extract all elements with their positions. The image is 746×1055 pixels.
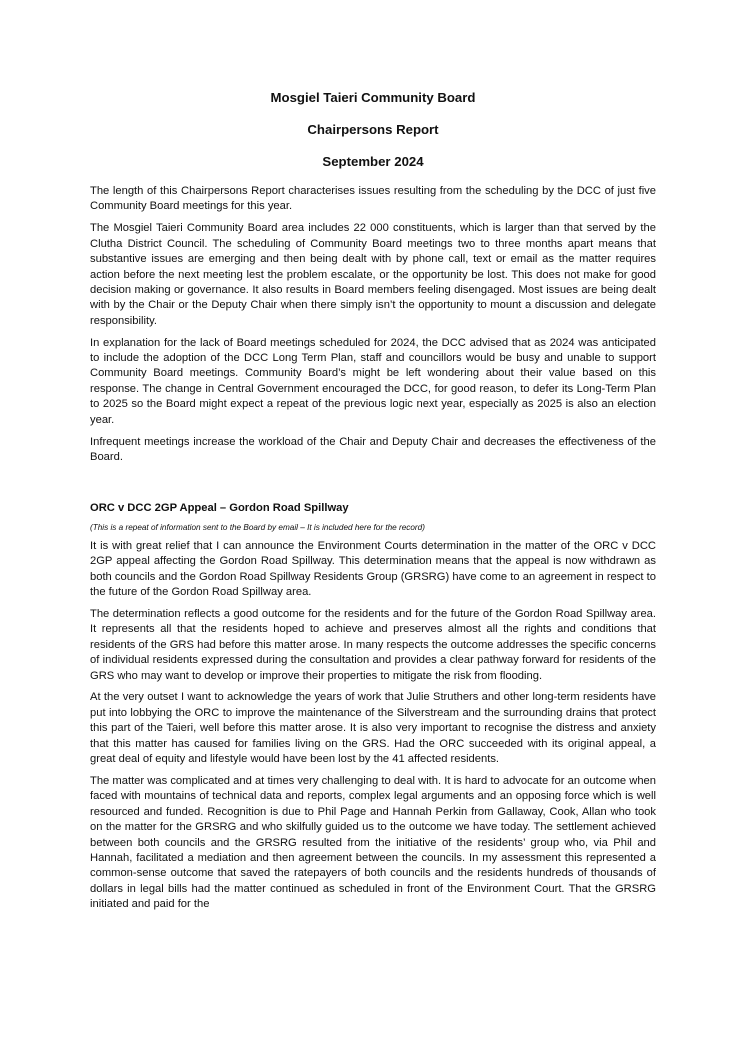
report-date: September 2024 (322, 154, 424, 169)
section-paragraph-4: The matter was complicated and at times very challenging to deal with. It is hard to advocate for an outcome when faced with mountains of technical data and reports, complex legal arguments and an opposing force which is well resourced and funded. Recognition is due to Phil Page and Hannah Perkin from Gallaway, Cook, Allan who took on the matter for the GRSRG and who skilfully guided us to the outcome we have today. The settlement achieved between both councils and the GRSRG resulted from the initiative of the residents’ group who, via Phil and Hannah, facilitated a mediation and then agreement between the councils. In my assessment this represented a common-sense outcome that saved the ratepayers of both councils and the residents hundreds of thousands of dollars in legal bills had the matter continued as scheduled in front of the Environment Court. That the GRSRG initiated and paid for the (90, 775, 656, 911)
section-note: (This is a repeat of information sent to the Board by email – It is included here for the record) (90, 522, 425, 532)
board-title: Mosgiel Taieri Community Board (270, 90, 476, 105)
report-title: Chairpersons Report (307, 122, 439, 137)
intro-paragraph-2: The Mosgiel Taieri Community Board area includes 22 000 constituents, which is larger than that served by the Clutha District Council. The scheduling of Community Board meetings two to three months apart means that substantive issues are emerging and then being dealt with by phone call, text or email as the matter requires action before the next meeting lest the problem escalate, or the opportunity be lost. This does not make for good decision making or governance. It also results in Board members feeling disengaged. Most issues are being dealt with by the Chair or the Deputy Chair when there simply isn’t the opportunity to mount a discussion and delegate responsibility. (90, 222, 656, 327)
section-paragraph-1: It is with great relief that I can announce the Environment Courts determination in the matter of the ORC v DCC 2GP appeal affecting the Gordon Road Spillway. This determination means that the appeal is now withdrawn as both councils and the Gordon Road Spillway Residents Group (GRSRG) have come to an agreement in respect to the future of the Gordon Road Spillway area. (90, 539, 656, 599)
section-paragraph-2: The determination reflects a good outcome for the residents and for the future of the Gordon Road Spillway area. It represents all that the residents hoped to achieve and preserves almost all the rights and conditions that residents of the GRS had before this matter arose. In many respects the outcome addresses the specific concerns of individual residents expressed during the consultation and provides a clear pathway forward for residents of the GRS who may want to develop or improve their properties to mitigate the risk from flooding. (90, 607, 656, 682)
section-paragraph-3: At the very outset I want to acknowledge the years of work that Julie Struthers and other long-term residents have put into lobbying the ORC to improve the maintenance of the Silverstream and the surrounding drains that protect this part of the Taieri, well before this matter arose. It is also very important to recognise the distress and anxiety that this matter has caused for families living on the GRS. Had the ORC succeeded with its original appeal, a great deal of equity and lifestyle would have been lost by the 41 affected residents. (90, 691, 656, 766)
intro-paragraph-4: Infrequent meetings increase the workload of the Chair and Deputy Chair and decreases the effectiveness of the Board. (90, 435, 656, 463)
intro-paragraph-1: The length of this Chairpersons Report characterises issues resulting from the scheduling by the DCC of just five Community Board meetings for this year. (90, 185, 656, 213)
intro-paragraph-3: In explanation for the lack of Board meetings scheduled for 2024, the DCC advised that as 2024 was anticipated to include the adoption of the DCC Long Term Plan, staff and councillors would be busy and unable to support Community Board meetings. Community Board’s might be left wondering about their value based on this response. The change in Central Government encouraged the DCC, for good reason, to defer its Long-Term Plan to 2025 so the Board might expect a repeat of the previous logic next year, especially as 2025 is also an election year. (90, 336, 656, 426)
section-heading: ORC v DCC 2GP Appeal – Gordon Road Spillway (90, 502, 349, 515)
